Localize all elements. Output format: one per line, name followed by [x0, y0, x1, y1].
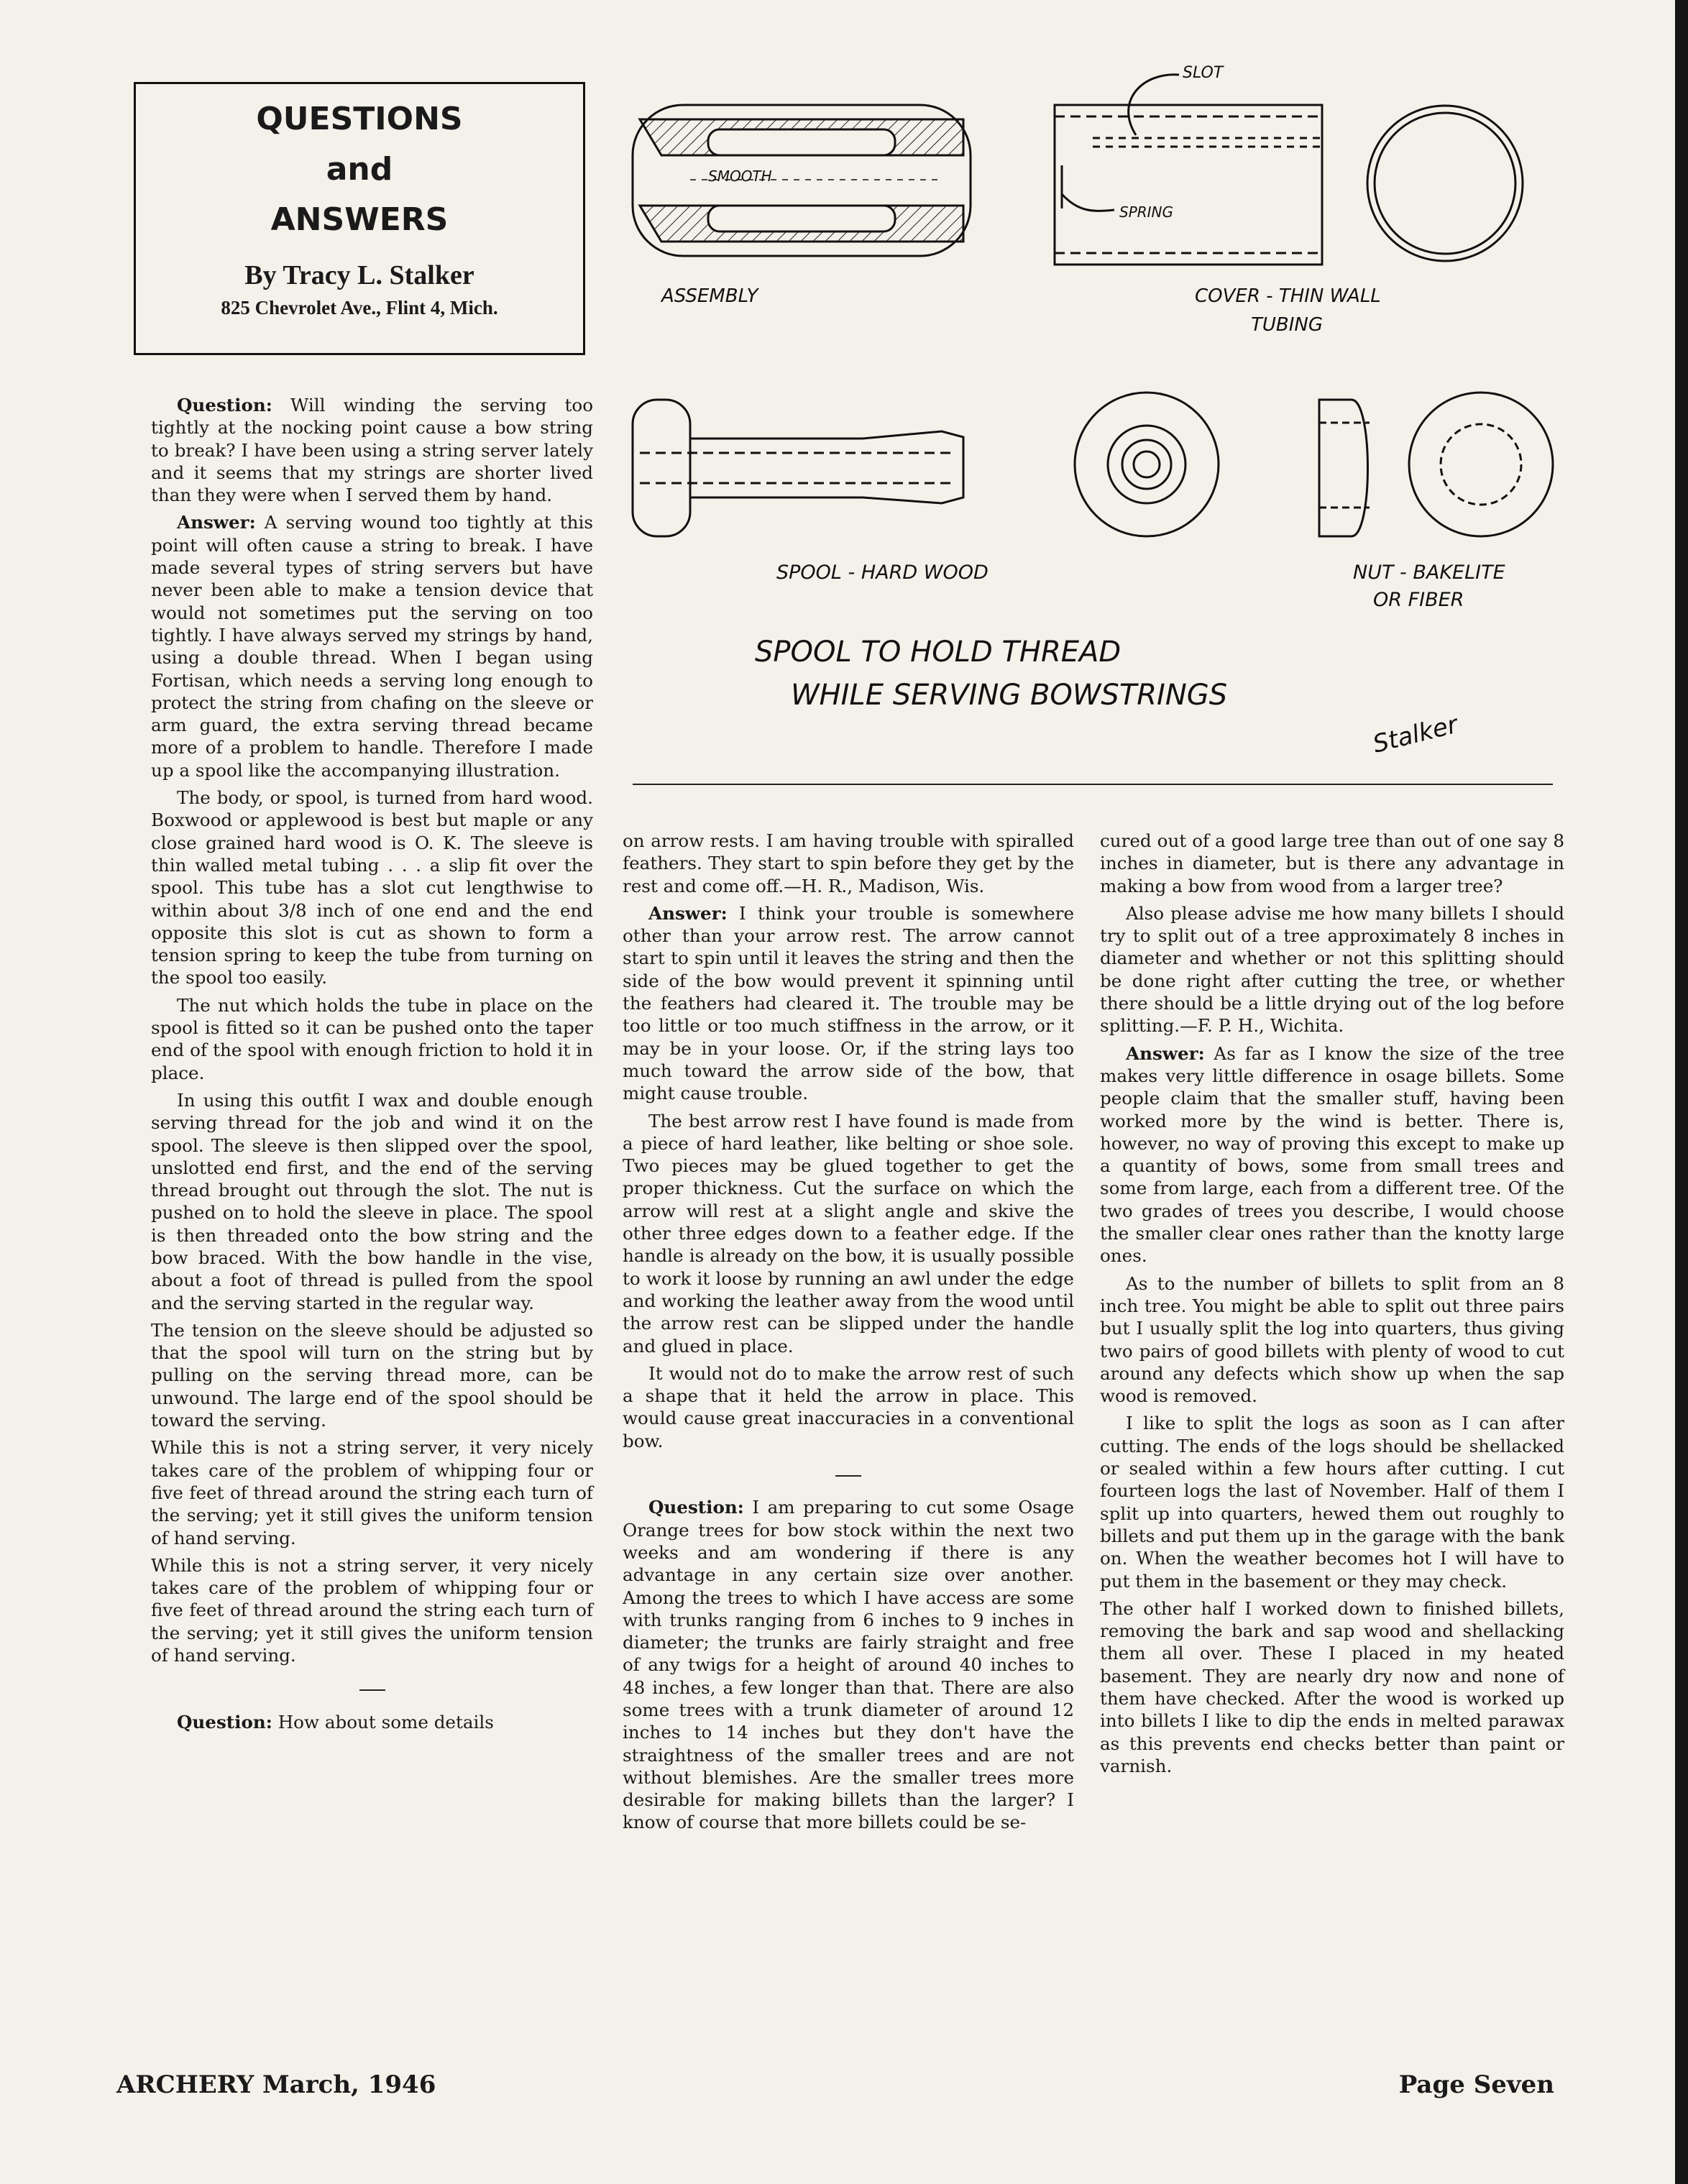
column-2: [623, 830, 1074, 1839]
section-separator: [151, 1674, 593, 1696]
assembly-drawing: [633, 105, 971, 256]
paragraph: The body, or spool, is turned from hard wood. Boxwood or applewood is best but maple or any close grained hard wood is O. K. The sleeve is thin walled metal tubing . . . a slip fit over the spool. This tube has a slot cut lengthwise to within about 3/8 inch of one end and the end opposite this slot is cut as shown to form a tension spring to keep the tube from turning on the spool too easily.: [151, 787, 593, 988]
answer-text: I think your trouble is somewhere other than your arrow rest. The arrow cannot start to spin until it leaves the string and then the side of the bow would prevent it spinning until the feathers had cleared it. The trouble may be too little or too much stiffness in the arrow, or it may be in your loose. Or, if the string lays too much toward the arrow side of the bow, that might cause trouble.: [623, 902, 1074, 1104]
illustration-title-line2: WHILE SERVING BOWSTRINGS: [791, 679, 1228, 712]
question-label: Question:: [177, 395, 272, 416]
caption-nut-line1: NUT - BAKELITE: [1353, 561, 1505, 584]
label-spring: SPRING: [1119, 203, 1174, 221]
paragraph: In using this outfit I wax and double enough serving thread for the job and wind it on the spool. The sleeve is then slipped over the spool, unslotted end first, and the end of the serving thread brought out through the slot. The nut is pushed on to hold the sleeve in place. The spool is then threaded onto the bow string and the bow braced. With the bow handle in the vise, about a foot of thread is pulled from the spool and the serving started in the regular way.: [151, 1089, 593, 1313]
question-text: I am preparing to cut some Osage Orange trees for bow stock within the next two weeks and am wondering if there is any advantage in any certain size over another. Among the trees to which I have access are some with trunks ranging from 6 inches to 9 inches in diameter; the trunks are fairly straight and free of any twigs for a height of around 40 inches to 48 inches, a few longer than that. There are also some trees with a trunk diameter of around 12 inches to 14 inches but they don't have the straightness of the smaller trees and are not without blemishes. Are the smaller trees more desirable for making billets than the larger? I know of course that more billets could be se-: [623, 1497, 1074, 1833]
question-label: Question:: [648, 1497, 744, 1518]
heading-and: and: [326, 151, 393, 188]
column-1: [151, 394, 593, 1738]
paragraph: While this is not a string server, it very nicely takes care of the problem of whipping four or five feet of thread around the string each turn of the serving; yet it still gives the uniform tension of hand serving.: [151, 1554, 593, 1666]
question-text: Will winding the serving too tightly at the nocking point cause a bow string to break? I have been using a string server lately and it seems that my strings are shorter lived than they were when I served them by hand.: [151, 395, 593, 506]
byline: By Tracy L. Stalker: [244, 260, 474, 290]
paragraph: The best arrow rest I have found is made from a piece of hard leather, like belting or shoe sole. Two pieces may be glued together to get the proper thickness. Cut the surface on which the arrow will rest at a slight angle and skive the other three edges down to a feather edge. If the handle is already on the bow, it is usually possible to work it loose by running an awl under the edge and working the leather away from the wood until the arrow rest can be slipped under the handle and glued in place.: [623, 1110, 1074, 1357]
answer-3: [1100, 1042, 1564, 1267]
paragraph: Also please advise me how many billets I should try to split out of a tree approximately 8 inches in diameter and whether or not this splitting should be done right after cutting the tree, or whether there should be a little drying out of the log before splitting.—F. P. H., Wichita.: [1100, 902, 1564, 1037]
paragraph: on arrow rests. I am having trouble with spiralled feathers. They start to spin before they get by the rest and come off.—H. R., Madison, Wis.: [623, 830, 1074, 896]
paragraph: It would not do to make the arrow rest of such a shape that it held the arrow in place. This would cause great inaccuracies in a conventional bow.: [623, 1362, 1074, 1451]
illustration-title-line1: SPOOL TO HOLD THREAD: [755, 636, 1121, 669]
column-3: [1100, 830, 1564, 1782]
footer-page-number: Page Seven: [1398, 2070, 1554, 2099]
paragraph: While this is not a string server, it very nicely takes care of the problem of whipping four or five feet of thread around the string each turn of the serving; yet it still gives the uniform tension of hand serving.: [151, 1437, 593, 1548]
caption-spool: SPOOL - HARD WOOD: [776, 561, 989, 584]
caption-nut-line2: OR FIBER: [1373, 589, 1464, 611]
page-edge: [1675, 0, 1688, 2184]
section-separator: [623, 1459, 1074, 1482]
footer-publication: ARCHERY March, 1946: [116, 2070, 436, 2099]
answer-label: Answer:: [1126, 1042, 1205, 1064]
question-3: [623, 1496, 1074, 1833]
spool-drawing: [633, 393, 1553, 536]
label-smooth: SMOOTH: [708, 168, 772, 185]
author-address: 825 Chevrolet Ave., Flint 4, Mich.: [221, 297, 498, 318]
cover-tube-drawing: [1055, 75, 1523, 265]
paragraph: I like to split the logs as soon as I can after cutting. The ends of the logs should be shellacked or sealed within a few hours after cutting. I cut fourteen logs the last of November. Half of them I split up into quarters, hewed them out roughly to billets and put them up in the garage with the bank on. When the weather becomes hot I will have to put them in the basement or they may check.: [1100, 1413, 1564, 1592]
caption-cover-line2: TUBING: [1251, 314, 1324, 336]
paragraph: The nut which holds the tube in place on the spool is fitted so it can be pushed onto the taper end of the spool with enough friction to hold it in place.: [151, 994, 593, 1083]
label-slot: SLOT: [1183, 64, 1224, 82]
caption-assembly: ASSEMBLY: [661, 285, 758, 307]
question-1: [151, 394, 593, 506]
paragraph: The tension on the sleeve should be adjusted so that the spool will turn on the string but by pulling on the serving thread more, can be unwound. The large end of the spool should be toward the serving.: [151, 1319, 593, 1431]
question-text: How about some details: [272, 1711, 494, 1733]
answer-text: As far as I know the size of the tree makes very little difference in osage billets. Some people claim that the smaller stuff, having been worked more by the wind is better. There is, however, no way of proving this except to make up a quantity of bows, some from small trees and some from large, each from a different tree. Of the two grades of trees you describe, I would choose the smaller clear ones rather than the knotty large ones.: [1100, 1042, 1564, 1267]
spool-illustration: [618, 58, 1582, 784]
paragraph: cured out of a good large tree than out of one say 8 inches in diameter, but is there any advantage in making a bow from wood from a larger tree?: [1100, 830, 1564, 896]
signature: Stalker: [1370, 710, 1461, 759]
caption-cover-line1: COVER - THIN WALL: [1195, 285, 1381, 307]
question-label: Question:: [177, 1711, 272, 1733]
horizontal-rule: [633, 784, 1553, 785]
answer-label: Answer:: [177, 512, 256, 533]
answer-text: A serving wound too tightly at this point will often cause a string to break. I have made several types of string servers but have never been able to make a tension device that would not sometimes put the serving on too tightly. I have always served my strings by hand, using a double thread. When I began using Fortisan, which needs a serving long enough to protect the string from chafing on the sleeve or arm guard, the extra serving thread became more of a problem to handle. Therefore I made up a spool like the accompanying illustration.: [151, 512, 593, 781]
answer-2: [623, 902, 1074, 1105]
title-box: [134, 82, 585, 355]
question-2: [151, 1711, 593, 1733]
paragraph: As to the number of billets to split from an 8 inch tree. You might be able to split out three pairs but I usually split the log into quarters, thus giving two pairs of good billets with plenty of wood to cut around any defects which show up when the sap wood is removed.: [1100, 1272, 1564, 1407]
paragraph: The other half I worked down to finished billets, removing the bark and sap wood and shellacking them all over. These I placed in my heated basement. They are nearly dry now and none of them have checked. After the wood is worked up into billets I like to dip the ends in melted parawax as this prevents end checks better than paint or varnish.: [1100, 1597, 1564, 1776]
answer-1: [151, 511, 593, 781]
heading-answers: ANSWERS: [270, 201, 449, 238]
answer-label: Answer:: [648, 902, 728, 924]
heading-questions: QUESTIONS: [256, 101, 463, 137]
